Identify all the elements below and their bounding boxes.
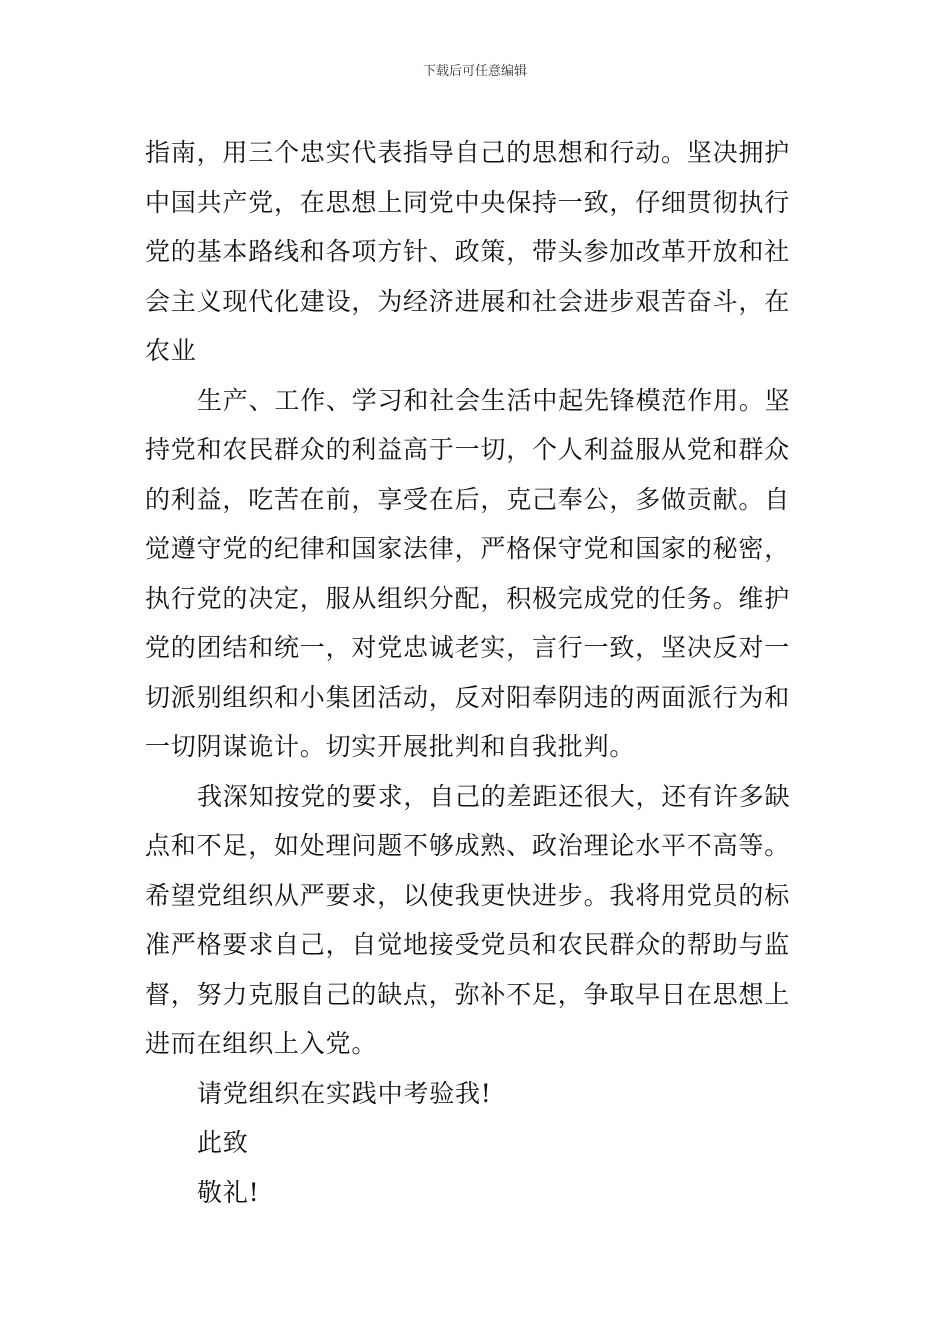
text-line: 中国共产党，在思想上同党中央保持一致，仔细贯彻执行 [145,187,791,217]
text-line: 督，努力克服自己的缺点，弥补不足，争取早日在思想上 [145,979,791,1009]
paragraph-3 [145,772,807,1069]
text-line: 党的团结和统一，对党忠诚老实，言行一致，坚决反对一 [145,633,791,662]
text-line: 党的基本路线和各项方针、政策，带头参加改革开放和社 [145,237,791,266]
text-line: 持党和农民群众的利益高于一切，个人利益服从党和群众 [145,435,791,464]
text-line: 觉遵守党的纪律和国家法律，严格保守党和国家的秘密， [145,534,791,563]
text-line: 执行党的决定，服从组织分配，积极完成党的任务。维护 [145,583,791,613]
paragraph-2 [145,376,807,772]
text-line: 请党组织在实践中考验我! [197,1078,492,1108]
text-line: 生产、工作、学习和社会生活中起先锋模范作用。坚 [197,385,791,415]
text-line: 点和不足，如处理问题不够成熟、政治理论水平不高等。 [145,831,791,860]
text-line: 我深知按党的要求，自己的差距还很大，还有许多缺 [197,781,791,811]
text-line: 准严格要求自己，自觉地接受党员和农民群众的帮助与监 [145,930,791,959]
paragraph-request [145,1069,807,1119]
text-line: 会主义现代化建设，为经济进展和社会进步艰苦奋斗，在 [145,286,791,316]
text-line: 切派别组织和小集团活动，反对阳奉阴违的两面派行为和 [145,682,791,712]
text-line: 的利益，吃苦在前，享受在后，克己奉公，多做贡献。自 [145,484,791,514]
text-line: 指南，用三个忠实代表指导自己的思想和行动。坚决拥护 [145,138,791,167]
page-header: 下载后可任意编辑 [422,64,527,79]
text-line: 农业 [145,336,197,365]
text-line: 希望党组织从严要求，以使我更快进步。我将用党员的标 [145,880,791,910]
document-body [145,128,807,1217]
text-line: 一切阴谋诡计。切实开展批判和自我批判。 [145,732,636,761]
text-line: 此致 [197,1128,249,1157]
text-line: 敬礼! [197,1177,260,1207]
text-line: 进而在组织上入党。 [145,1029,378,1058]
closing-salutation [145,1118,807,1168]
closing-greeting [145,1168,807,1218]
paragraph-1 [145,128,807,376]
